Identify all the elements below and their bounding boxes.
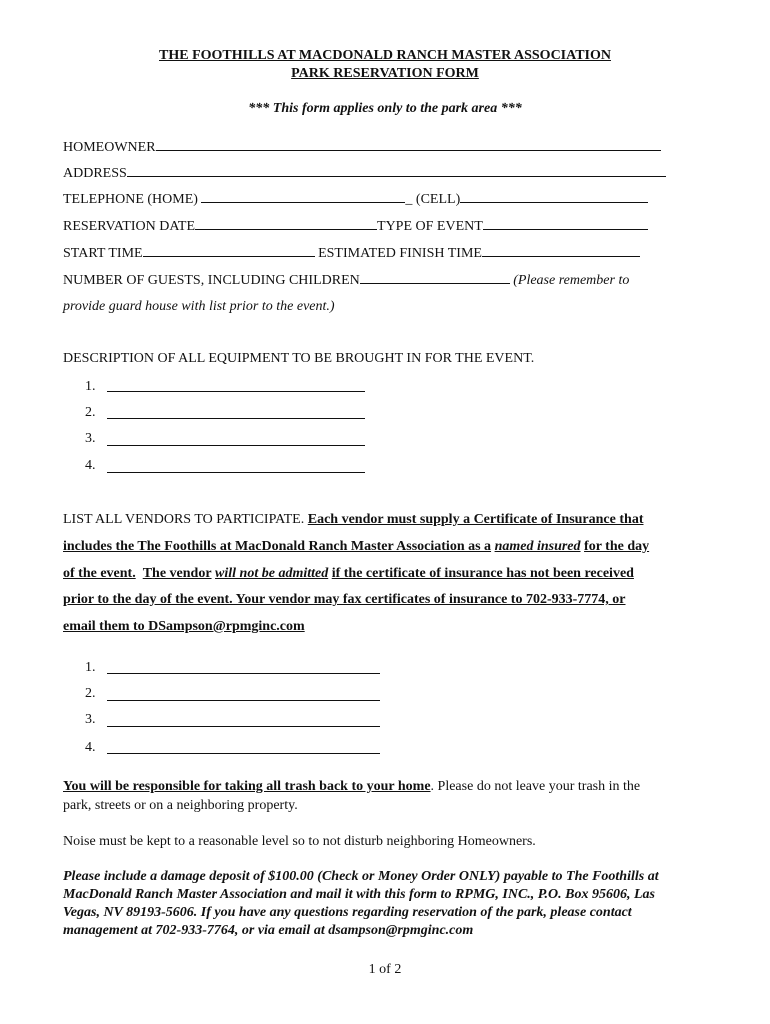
equipment-line-3[interactable] [107,444,365,446]
equipment-number-1: 1. [85,379,96,394]
form-title-line2: PARK RESERVATION FORM [291,66,479,81]
vendors-l3-bold-a: of the event. [63,566,136,581]
address-row [63,164,666,182]
telephone-cell-field[interactable] [460,190,648,203]
vendors-line-3 [63,566,634,582]
time-row [63,244,640,262]
equipment-number-4: 4. [85,458,96,473]
reservation-row [63,217,648,235]
vendors-line-2 [63,539,649,555]
vendors-l1-bold: Each vendor must supply a Certificate of Insurance that [307,512,644,527]
equipment-line-4[interactable] [107,471,365,473]
trash-line-2: park, streets or on a neighboring property. [63,798,298,813]
guests-label: NUMBER OF GUESTS, INCLUDING CHILDREN [63,273,360,288]
vendor-number-4: 4. [85,740,96,755]
type-of-event-label: TYPE OF EVENT [377,219,483,234]
vendors-l2-bold-b: for the day [584,539,650,554]
start-time-label: START TIME [63,246,143,261]
homeowner-label: HOMEOWNER [63,140,156,155]
deposit-line-2: MacDonald Ranch Master Association and mail it with this form to RPMG, INC., P.O. Box 95606, Las [63,887,655,902]
address-field[interactable] [127,164,666,177]
page-number: 1 of 2 [368,962,402,977]
form-notice: *** This form applies only to the park area *** [248,101,522,116]
reservation-date-label: RESERVATION DATE [63,219,196,234]
vendors-email: email them to DSampson@rpmginc.com [63,619,305,634]
telephone-cell-label: _ (CELL) [405,192,461,207]
vendors-l3-bold-c: if the certificate of insurance has not been received [331,566,634,581]
equipment-heading: DESCRIPTION OF ALL EQUIPMENT TO BE BROUGHT IN FOR THE EVENT. [63,351,535,366]
homeowner-field[interactable] [156,138,661,151]
vendors-l2-italic: named insured [494,539,581,554]
guests-note-cont: provide guard house with list prior to the event.) [63,299,335,314]
trash-line-1 [63,779,640,795]
telephone-row [63,190,648,208]
type-of-event-field[interactable] [483,217,648,230]
equipment-number-2: 2. [85,405,96,420]
vendors-l2-bold-a: includes the The Foothills at MacDonald Ranch Master Association as a [63,539,492,554]
vendors-line-5 [63,619,305,635]
vendor-line-4[interactable] [107,752,380,754]
vendors-line-1 [63,512,643,528]
equipment-line-2[interactable] [107,417,365,419]
reservation-date-field[interactable] [195,217,377,230]
homeowner-row [63,138,661,156]
trash-bold: You will be responsible for taking all trash back to your home [63,779,431,794]
guests-note: (Please remember to [513,273,630,288]
deposit-line-4: management at 702-933-7764, or via email at dsampson@rpmginc.com [63,923,474,938]
vendors-line-4 [63,592,626,608]
vendors-l3-italic: will not be admitted [215,566,329,581]
vendor-number-2: 2. [85,686,96,701]
vendor-line-1[interactable] [107,672,380,674]
vendor-number-1: 1. [85,660,96,675]
noise-text: Noise must be kept to a reasonable level so to not disturb neighboring Homeowners. [63,834,536,849]
deposit-line-1: Please include a damage deposit of $100.00 (Check or Money Order ONLY) payable to The Foothills at [63,869,659,884]
estimated-finish-field[interactable] [482,244,640,257]
vendor-line-2[interactable] [107,699,380,701]
trash-rest: . Please do not leave your trash in the [430,779,641,794]
telephone-home-field[interactable] [201,190,405,203]
vendor-line-3[interactable] [107,725,380,727]
guests-field[interactable] [360,271,510,284]
vendors-l4-bold: prior to the day of the event. Your vendor may fax certificates of insurance to 702-933-7774, or [63,592,626,607]
equipment-line-1[interactable] [107,390,365,392]
address-label: ADDRESS [63,166,127,181]
deposit-line-3: Vegas, NV 89193-5606. If you have any questions regarding reservation of the park, please contact [63,905,632,920]
form-title-line1: THE FOOTHILLS AT MACDONALD RANCH MASTER ASSOCIATION [159,48,611,63]
vendors-l3-bold-b: The vendor [142,566,212,581]
vendor-number-3: 3. [85,712,96,727]
guests-row [63,271,629,289]
equipment-number-3: 3. [85,431,96,446]
vendors-lead: LIST ALL VENDORS TO PARTICIPATE. [63,512,305,527]
estimated-finish-label: ESTIMATED FINISH TIME [318,246,482,261]
telephone-home-label: TELEPHONE (HOME) [63,192,198,207]
start-time-field[interactable] [143,244,315,257]
